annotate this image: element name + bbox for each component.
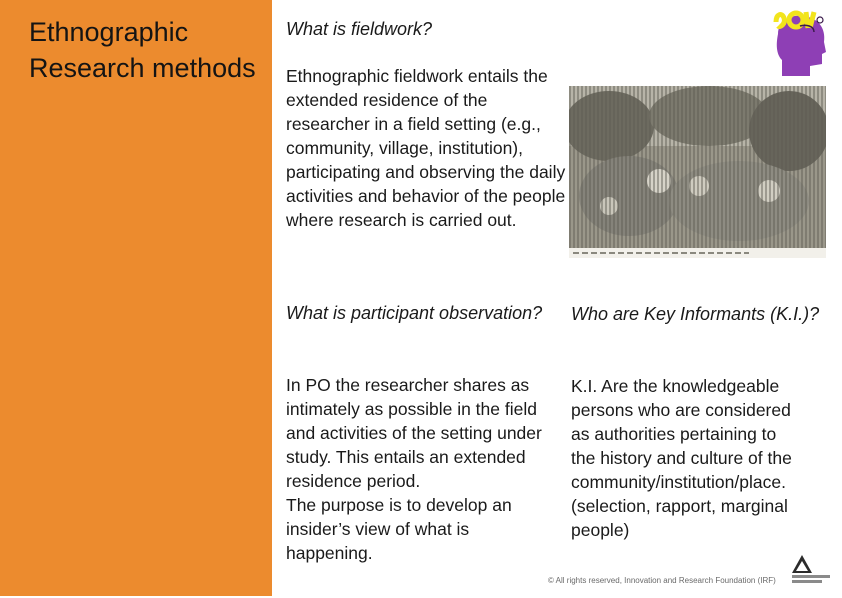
irf-logo: [790, 553, 832, 593]
sidebar: [0, 0, 272, 596]
participant-observation-heading: What is participant observation?: [286, 303, 543, 323]
copyright-footer: © All rights reserved, Innovation and Research Foundation (IRF): [548, 576, 776, 585]
slide-title: Ethnographic Research methods: [29, 17, 256, 83]
head-logo-icon: [770, 8, 830, 78]
participant-observation-definition: [286, 373, 556, 565]
participant-observation-line: In PO the researcher shares as intimately as possible in the field and activities of the setting under study. This entails an extended residence period.: [286, 375, 542, 491]
irf-logo-icon: [790, 553, 832, 593]
participant-observation-line: The purpose is to develop an insider’s view of what is happening.: [286, 495, 512, 563]
fieldwork-photo-image: [569, 86, 826, 258]
fieldwork-heading: What is fieldwork?: [286, 19, 433, 39]
fieldwork-definition: Ethnographic fieldwork entails the extended residence of the researcher in a field setting (e.g., community, village, institution), participating and observing the daily activities and behavior of the people where research is carried out.: [286, 66, 566, 230]
head-with-lightbulb-logo: [770, 8, 830, 78]
key-informants-heading: Who are Key Informants (K.I.)?: [571, 304, 820, 324]
fieldwork-photo: [569, 86, 826, 258]
key-informants-definition: K.I. Are the knowledgeable persons who are considered as authorities pertaining to the history and culture of the community/institution/place. (selection, rapport, marginal people): [571, 376, 792, 540]
